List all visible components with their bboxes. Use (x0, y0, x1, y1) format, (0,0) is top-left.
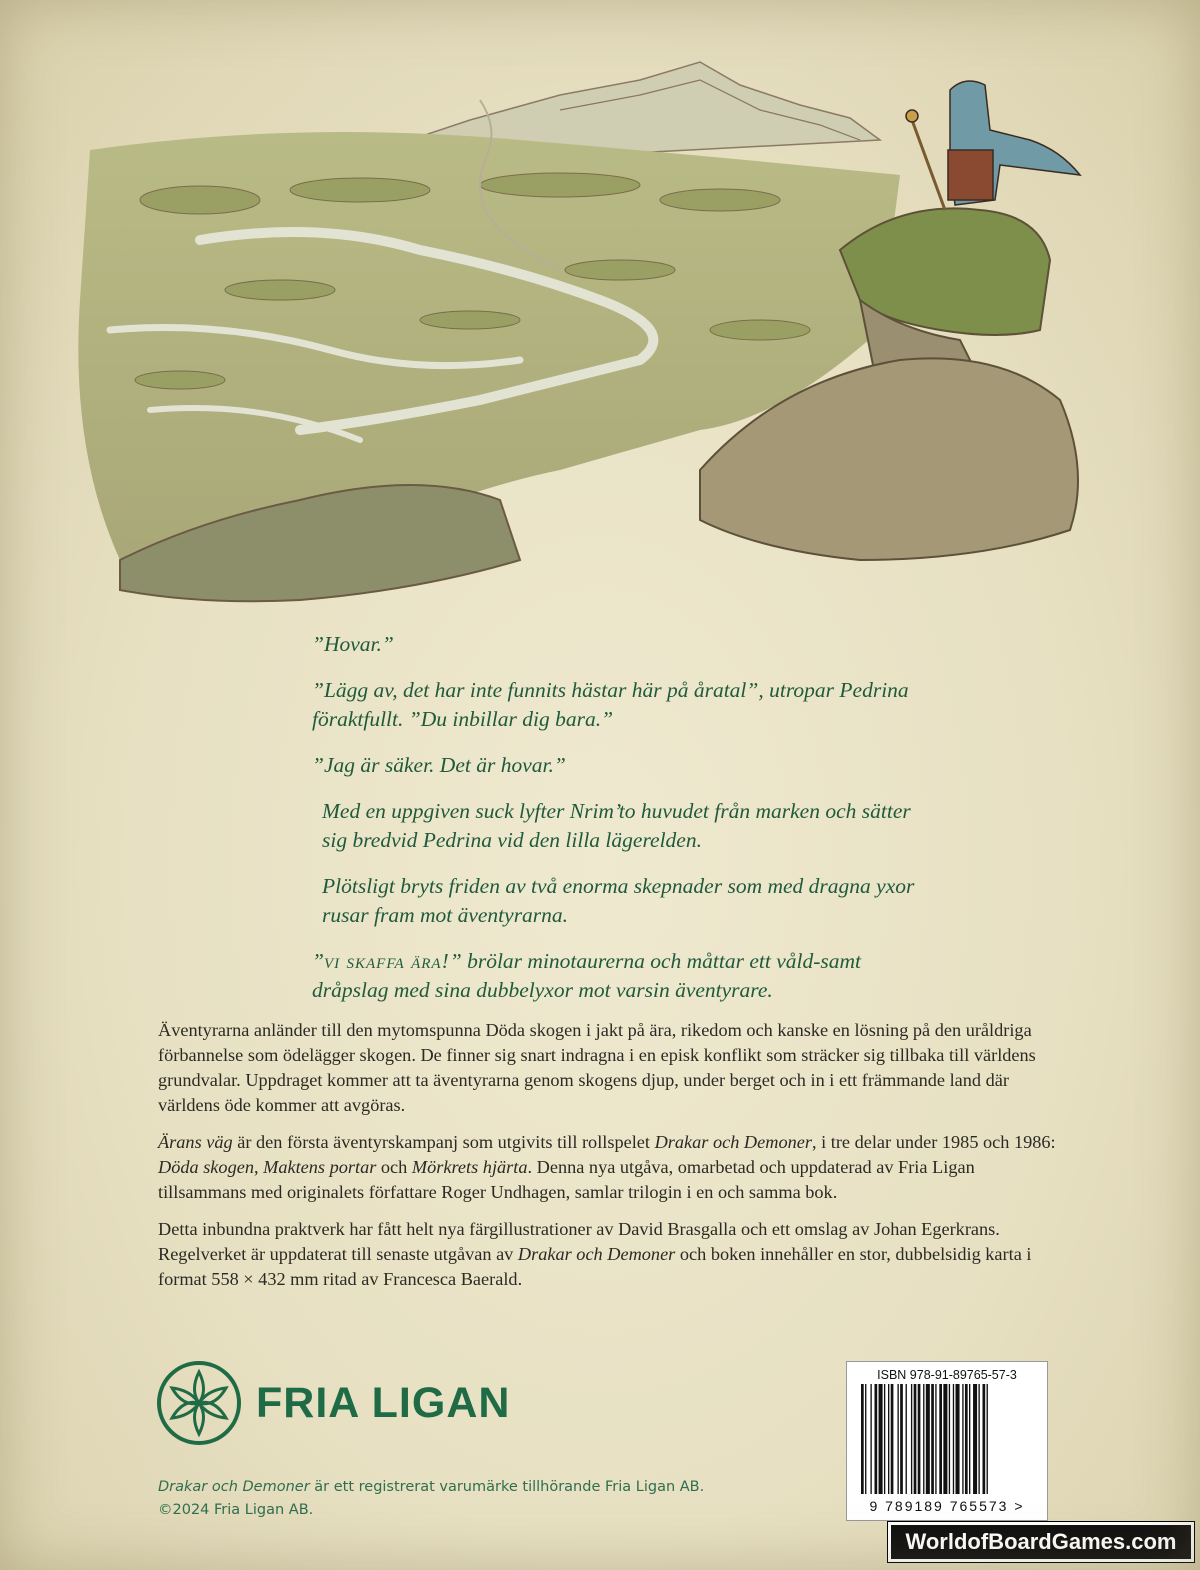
text-fragment: och boken innehåller en stor, dubbelsidig karta i format 558 × 432 mm ritad av Francesca Baerald. (158, 1244, 1032, 1289)
description-paragraph-1: Äventyrarna anländer till den mytomspunna Döda skogen i jakt på ära, rikedom och kanske en lösning på den uråldriga förbannelse som ödelägger skogen. De finner sig snart indragna i en episk konflikt som sträcker sig tillbaka till världens grundvalar. Uppdraget kommer att ta äventyrarna genom skogens djup, under berget och in i ett främmande land där världens öde kommer att avgöras. (158, 1020, 1036, 1115)
barcode-bar (900, 1384, 903, 1494)
game-title: Drakar och Demoner (654, 1132, 812, 1152)
trademark-line (158, 1476, 798, 1499)
barcode-bar (965, 1384, 968, 1494)
trademark-notice (158, 1476, 798, 1522)
quote-line: Plötsligt bryts friden av två enorma skepnader som med dragna yxor rusar fram mot äventyrarna. (322, 874, 915, 927)
trademark-name: Drakar och Demoner (158, 1479, 310, 1495)
game-title: Drakar och Demoner (517, 1244, 676, 1264)
barcode-bar (914, 1384, 917, 1494)
barcode-bar (923, 1384, 924, 1494)
isbn-label: ISBN 978-91-89765-57-3 (877, 1368, 1017, 1382)
quote-rest: ” brölar minotaurerna och måttar ett våld-samt dråpslag med sina dubbelyxor mot varsin äventyrare. (312, 949, 862, 1002)
barcode-bar (983, 1384, 986, 1494)
barcode-bar (918, 1384, 921, 1494)
barcode-bar (987, 1384, 988, 1494)
publisher-logo (156, 1358, 536, 1448)
site-watermark: WorldofBoardGames.com (888, 1522, 1194, 1562)
text-fragment: och (376, 1157, 412, 1177)
barcode-bar (861, 1384, 864, 1494)
quote-line-shout (312, 947, 932, 1005)
trademark-text: är ett registrerat varumärke tillhörande Fria Ligan AB. (309, 1479, 705, 1495)
barcode-bar (897, 1384, 898, 1494)
book-title: Ärans väg (158, 1132, 233, 1152)
barcode-bars (847, 1384, 1047, 1496)
part-title: Döda skogen (158, 1157, 254, 1177)
barcode-digits: 9 789189 765573 > (869, 1498, 1025, 1514)
barcode-bar (935, 1384, 936, 1494)
barcode-bar (953, 1384, 954, 1494)
barcode-bar (875, 1384, 878, 1494)
barcode-bar (931, 1384, 934, 1494)
text-fragment: , i tre delar under 1985 och 1986: (811, 1132, 1056, 1152)
barcode-bar (943, 1384, 947, 1494)
barcode-bar (962, 1384, 963, 1494)
barcode-bar (926, 1384, 930, 1494)
part-title: Maktens portar (263, 1157, 377, 1177)
barcode-bar (879, 1384, 883, 1494)
barcode-bar (949, 1384, 950, 1494)
barcode-bar (884, 1384, 885, 1494)
landscape-illustration (0, 0, 1200, 620)
barcode-bar (956, 1384, 960, 1494)
quote-line: ”Hovar.” (312, 632, 394, 656)
text-fragment: . Denna nya utgåva, omarbetad och uppdaterad av Fria Ligan tillsammans med originalets författare Roger Undhagen, samlar trilogin i en och samma bok. (158, 1157, 975, 1202)
wanderer-figure (906, 81, 1080, 210)
barcode-bar (906, 1384, 907, 1494)
quote-line: Med en uppgiven suck lyfter Nrim’to huvudet från marken och sätter sig bredvid Pedrina vid den lilla lägerelden. (322, 799, 911, 852)
part-title: Mörkrets hjärta (411, 1157, 528, 1177)
excerpt-quotes (312, 630, 932, 1022)
barcode-bar (870, 1384, 871, 1494)
isbn-barcode (846, 1361, 1048, 1521)
copyright-line: ©2024 Fria Ligan AB. (158, 1502, 314, 1518)
text-fragment: , (253, 1157, 264, 1177)
barcode-bar (888, 1384, 889, 1494)
star-emblem-icon (156, 1360, 242, 1446)
barcode-bar (973, 1384, 977, 1494)
text-fragment: är den första äventyrskampanj som utgivits till rollspelet (232, 1132, 655, 1152)
barcode-bar (969, 1384, 970, 1494)
description-paragraph-2 (158, 1130, 1063, 1205)
publisher-name: FRIA LIGAN (256, 1378, 511, 1427)
description-paragraph-3 (158, 1217, 1063, 1292)
text-fragment: Detta inbundna praktverk har fått helt nya färgillustrationer av David Brasgalla och ett omslag av Johan Egerkrans. Regelverket är uppdaterat till senaste utgåvan av (158, 1219, 1000, 1264)
quote-open-mark: ” (312, 949, 324, 973)
barcode-bar (939, 1384, 942, 1494)
description-text (158, 1018, 1063, 1304)
shout-text: vi skaffa ära! (323, 949, 450, 973)
barcode-bar (978, 1384, 979, 1494)
quote-line: ”Jag är säker. Det är hovar.” (312, 753, 566, 777)
quote-line: ”Lägg av, det har inte funnits hästar här på åratal”, utropar Pedrina föraktfullt. ”Du inbillar dig bara.” (312, 678, 909, 731)
barcode-bar (891, 1384, 894, 1494)
barcode-bar (911, 1384, 912, 1494)
barcode-bar (865, 1384, 866, 1494)
